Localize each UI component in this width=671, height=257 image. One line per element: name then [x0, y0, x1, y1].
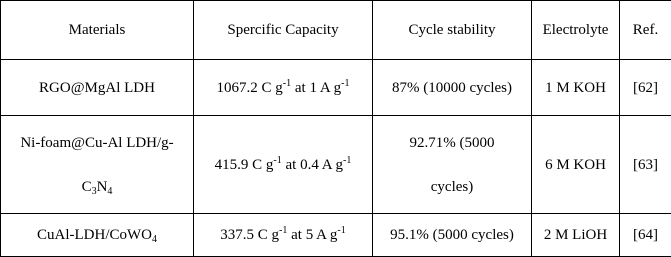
- material-cell: RGO@MgAl LDH: [1, 60, 194, 116]
- stability-cell: 95.1% (5000 cycles): [373, 214, 532, 257]
- header-electrolyte: Electrolyte: [532, 1, 620, 60]
- header-materials: Materials: [1, 1, 194, 60]
- electrolyte-cell: 1 M KOH: [532, 60, 620, 116]
- header-cycle-stability: Cycle stability: [373, 1, 532, 60]
- header-row: [1, 1, 671, 60]
- capacity-cell: 337.5 C $g^{-1}$ at 5 A $g^{-1}$: [194, 214, 373, 257]
- ref-cell: [62]: [620, 60, 671, 116]
- header-ref: Ref.: [620, 1, 671, 60]
- table-row: [1, 116, 671, 214]
- electrolyte-cell: 2 M LiOH: [532, 214, 620, 257]
- capacity-cell: 415.9 C $g^{-1}$ at 0.4 A $g^{-1}$: [194, 116, 373, 214]
- material-cell: Ni-foam@Cu-Al LDH/g- $C_3N_4$: [1, 116, 194, 214]
- table-row: [1, 214, 671, 257]
- stability-cell: 92.71% (5000 cycles): [373, 116, 532, 214]
- material-cell: CuAl-LDH/CoWO$_4$: [1, 214, 194, 257]
- table-row: [1, 60, 671, 116]
- header-specific-capacity: Spercific Capacity: [194, 1, 373, 60]
- ref-cell: [64]: [620, 214, 671, 257]
- ref-cell: [63]: [620, 116, 671, 214]
- stability-cell: 87% (10000 cycles): [373, 60, 532, 116]
- capacity-cell: 1067.2 C $g^{-1}$ at 1 A $g^{-1}$: [194, 60, 373, 116]
- electrolyte-cell: 6 M KOH: [532, 116, 620, 214]
